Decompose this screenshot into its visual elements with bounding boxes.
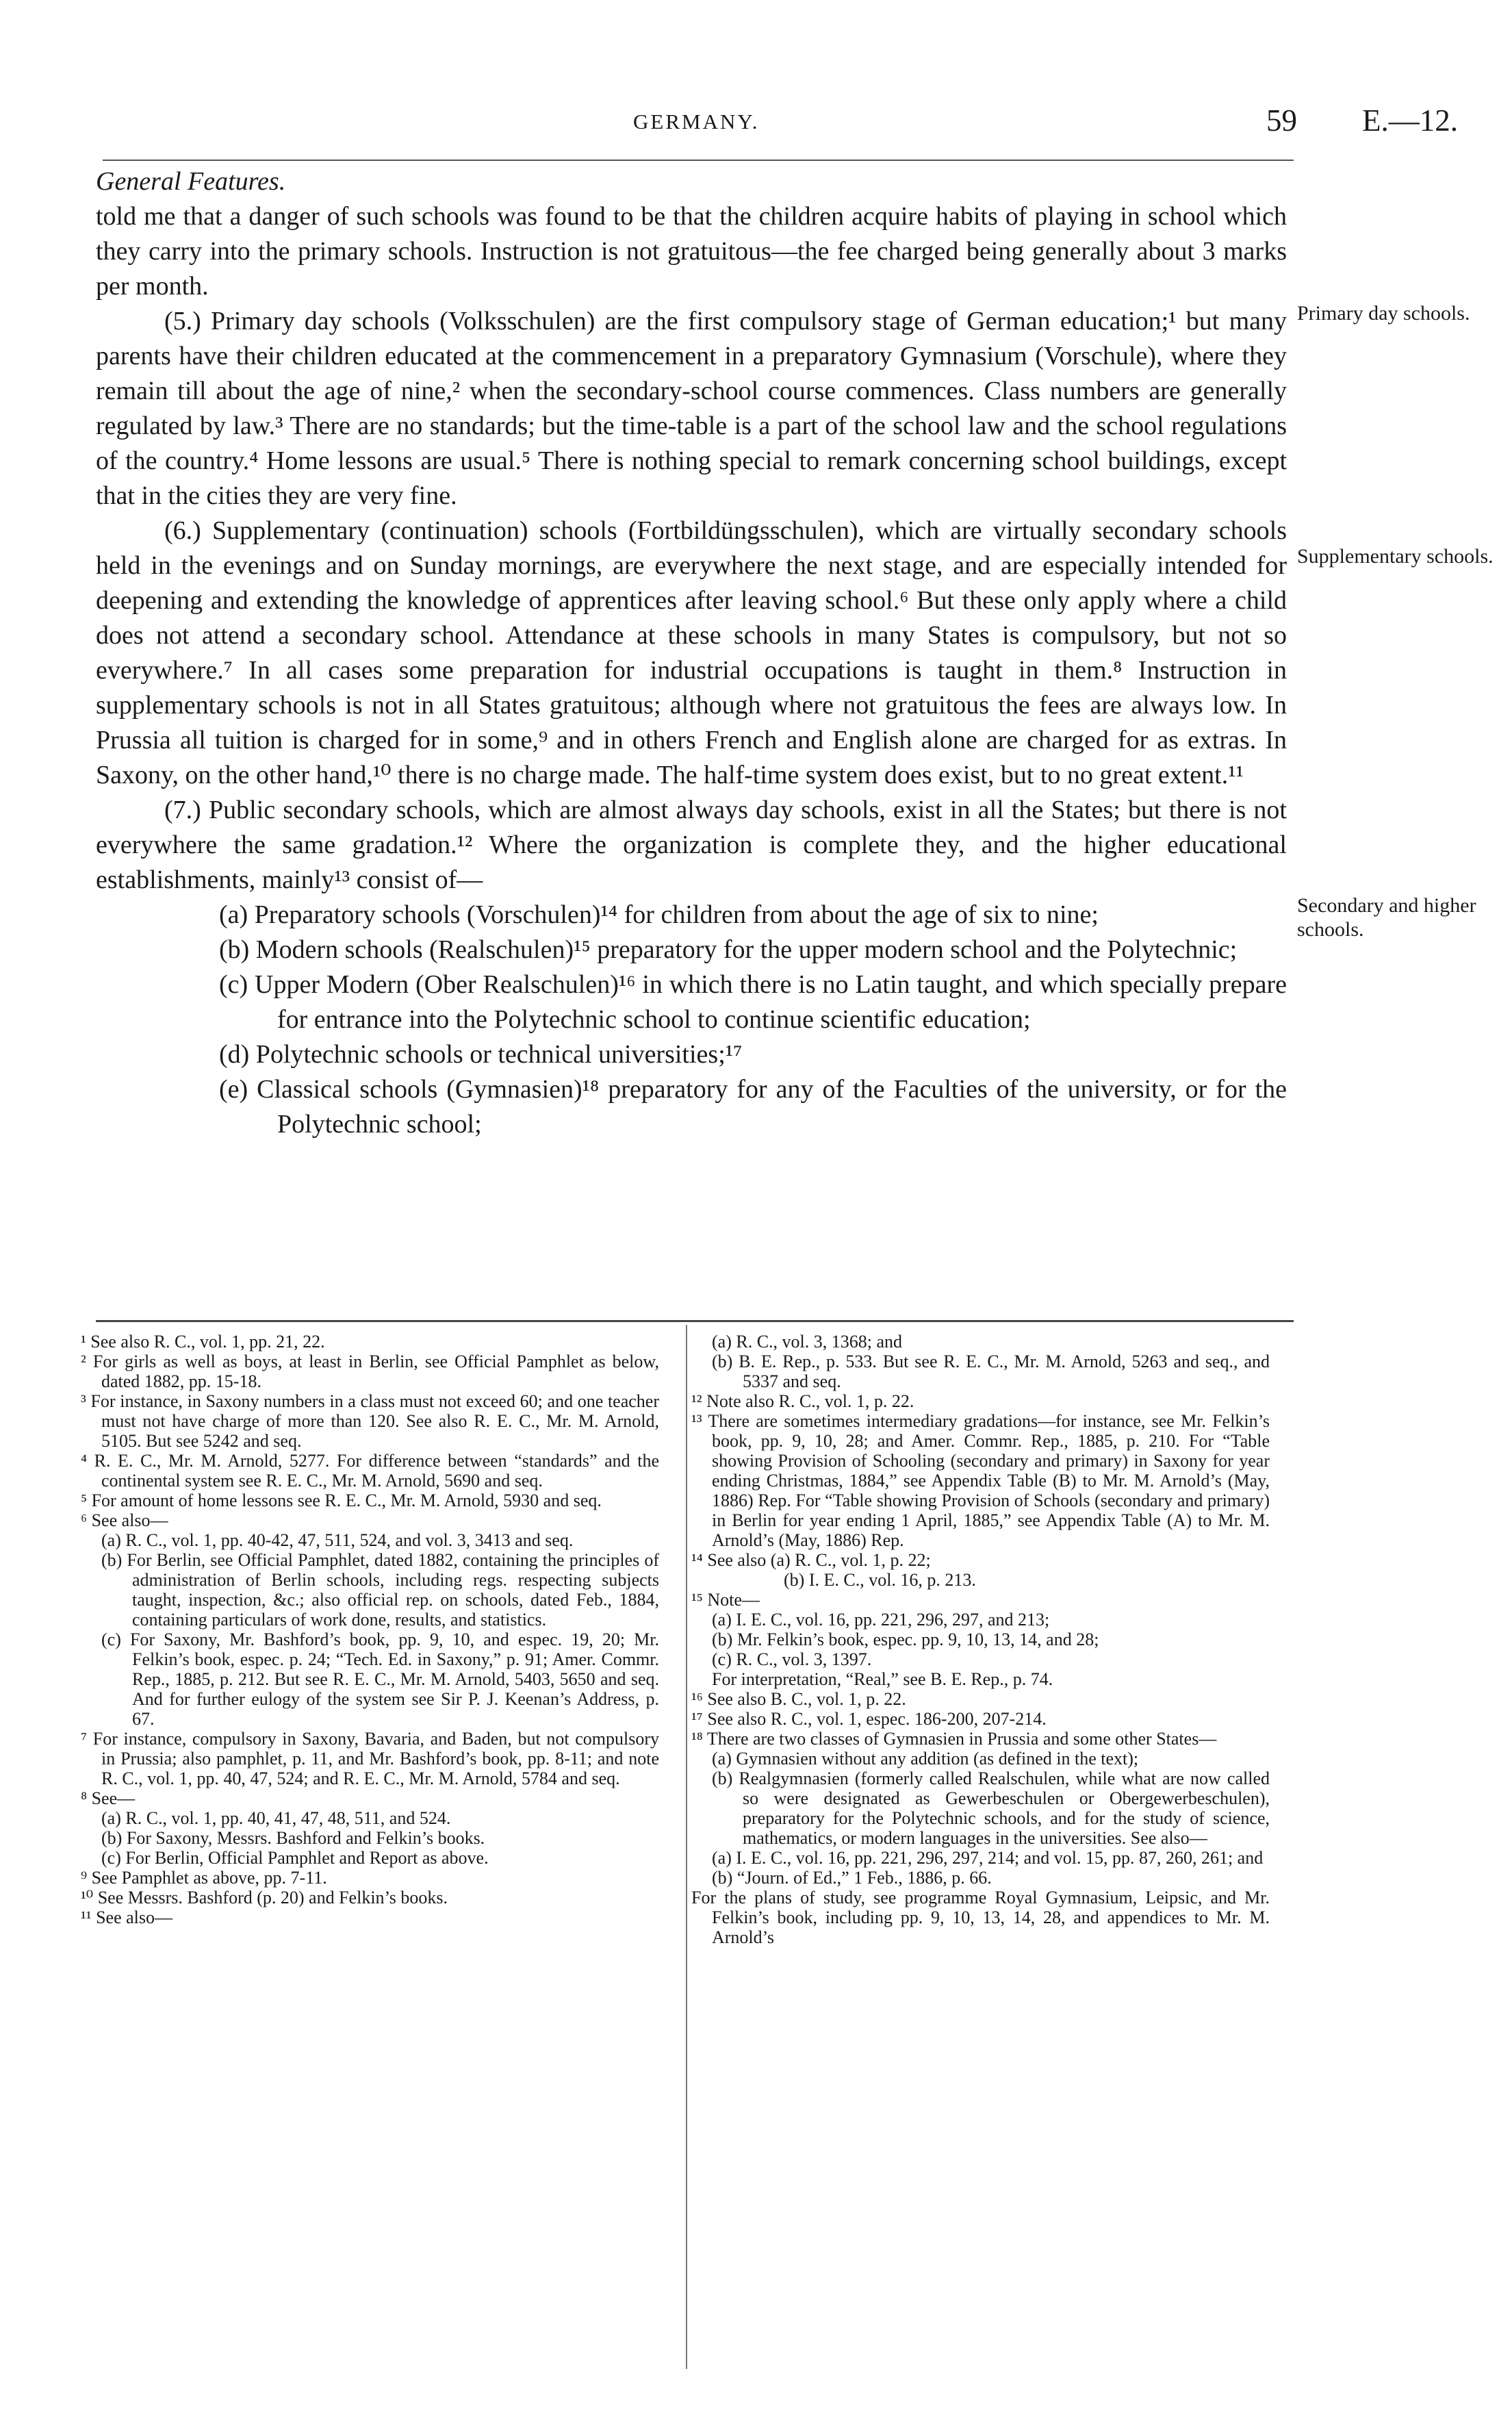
paragraph-secondary-schools: (7.) Public secondary schools, which are almost always day schools, exist in all the States; but there is not everywhere the same gradation.¹² Where the organization is complete they, and the higher educational establishments, mainly¹³ consist of—	[96, 796, 1287, 894]
footnote-subitem: (b) For Berlin, see Official Pamphlet, dated 1882, containing the principles of administration of Berlin schools, including regs. respecting subjects taught, inspection, &c.; also official rep. on schools, dated Feb., 1884, containing particulars of work done, results, and statistics.	[101, 1550, 659, 1630]
margin-note-primary: Primary day schools.	[1297, 302, 1470, 325]
list-item: (a) Preparatory schools (Vorschulen)¹⁴ for children from about the age of six to nine;	[219, 900, 1099, 929]
list-item: (e) Classical schools (Gymnasien)¹⁸ preparatory for any of the Faculties of the university, or for the Polytechnic school;	[219, 1075, 1287, 1139]
paragraph-primary-schools: (5.) Primary day schools (Volksschulen) are the first compulsory stage of German education;¹ but many parents have their children educated at the commencement in a preparatory Gymnasium (Vorschule), where they remain till about the age of nine,² when the secondary-school course commences. Class numbers are generally regulated by law.³ There are no standards; but the time-table is a part of the school law and the school regulations of the country.⁴ Home lessons are usual.⁵ There is nothing special to remark concerning school buildings, except that in the cities they are very fine.	[96, 307, 1287, 510]
footnote-subitem: (b) For Saxony, Messrs. Bashford and Felkin’s books.	[101, 1828, 485, 1848]
footnote-subitem: (a) I. E. C., vol. 16, pp. 221, 296, 297, 214; and vol. 15, pp. 87, 260, 261; and	[712, 1848, 1264, 1868]
footnote-subitem: (b) Realgymnasien (formerly called Realschulen, while what are now called so were designated as Gewerbeschulen or Obergewerbeschulen), preparatory for the Polytechnic schools, and for the study of science, mathematics, or modern languages in the universities. See also—	[712, 1769, 1270, 1848]
footnote: ¹⁵ Note—	[691, 1590, 760, 1610]
footnote-subitem: (a) I. E. C., vol. 16, pp. 221, 296, 297, and 213;	[712, 1610, 1050, 1630]
footnote: ¹² Note also R. C., vol. 1, p. 22.	[691, 1391, 914, 1411]
list-item: (d) Polytechnic schools or technical universities;¹⁷	[219, 1040, 743, 1069]
footnote: ⁶ See also—	[81, 1510, 168, 1530]
footnote: ⁷ For instance, compulsory in Saxony, Bavaria, and Baden, but not compulsory in Prussia; also pamphlet, p. 11, and Mr. Bashford’s book, pp. 8-11; and note R. C., vol. 1, pp. 40, 47, 524; and R. E. C., Mr. M. Arnold, 5784 and seq.	[81, 1729, 659, 1788]
running-title: GERMANY.	[633, 110, 760, 134]
footnote-subitem: (b) I. E. C., vol. 16, p. 213.	[784, 1570, 976, 1590]
footnote: For the plans of study, see programme Royal Gymnasium, Leipsic, and Mr. Felkin’s book, including pp. 9, 10, 13, 14, 28, and appendices to Mr. M. Arnold’s	[691, 1888, 1270, 1947]
footnote-subitem: (a) R. C., vol. 1, pp. 40-42, 47, 511, 524, and vol. 3, 3413 and seq.	[101, 1530, 574, 1550]
footnote-subitem: (a) R. C., vol. 3, 1368; and	[712, 1332, 903, 1352]
footnote: ¹⁰ See Messrs. Bashford (p. 20) and Felkin’s books.	[81, 1888, 448, 1907]
footnote: ¹¹ See also—	[81, 1907, 173, 1927]
footnote: ⁴ R. E. C., Mr. M. Arnold, 5277. For difference between “standards” and the continental system see R. E. C., Mr. M. Arnold, 5690 and seq.	[81, 1451, 659, 1491]
footnote-column-divider	[686, 1325, 687, 2369]
list-item: (b) Modern schools (Realschulen)¹⁵ preparatory for the upper modern school and the Polytechnic;	[219, 935, 1238, 964]
page-number: 59	[1266, 103, 1297, 138]
footnote: ² For girls as well as boys, at least in Berlin, see Official Pamphlet as below, dated 1882, pp. 15-18.	[81, 1352, 659, 1391]
footnote: ⁹ See Pamphlet as above, pp. 7-11.	[81, 1868, 327, 1888]
footnote: ¹³ There are sometimes intermediary gradations—for instance, see Mr. Felkin’s book, pp. 9, 10, 28; and Amer. Commr. Rep., 1885, p. 210. For “Table showing Provision of Schooling (secondary and primary) in Saxony for year ending Christmas, 1884,” see Appendix Table (B) to Mr. M. Arnold’s (May, 1886) Rep. For “Table showing Provision of Schools (secondary and primary) in Berlin for year ending 1 April, 1885,” see Appendix Table (A) to Mr. M. Arnold’s (May, 1886) Rep.	[691, 1411, 1270, 1550]
footnote: ⁵ For amount of home lessons see R. E. C., Mr. M. Arnold, 5930 and seq.	[81, 1491, 602, 1510]
footnote-continuation: For interpretation, “Real,” see B. E. Rep., p. 74.	[712, 1669, 1053, 1689]
footnote: ¹ See also R. C., vol. 1, pp. 21, 22.	[81, 1332, 325, 1352]
footnote-rule	[96, 1320, 1294, 1322]
footnote: ¹⁴ See also (a) R. C., vol. 1, p. 22;	[691, 1550, 931, 1570]
footnote-subitem: (a) Gymnasien without any addition (as defined in the text);	[712, 1749, 1139, 1769]
footnote: ¹⁷ See also R. C., vol. 1, espec. 186-200, 207-214.	[691, 1709, 1047, 1729]
section-label: General Features.	[96, 167, 286, 196]
footnote-subitem: (c) For Saxony, Mr. Bashford’s book, pp. 9, 10, and espec. 19, 20; Mr. Felkin’s book, espec. p. 24; “Tech. Ed. in Saxony,” p. 91; Amer. Commr. Rep., 1885, p. 212. But see R. E. C., Mr. M. Arnold, 5403, 5650 and seq. And for further eulogy of the system see Sir P. J. Keenan’s Address, p. 67.	[101, 1630, 659, 1729]
footnote-subitem: (c) R. C., vol. 3, 1397.	[712, 1649, 872, 1669]
school-types-list	[96, 898, 1287, 1142]
footnote: ¹⁶ See also B. C., vol. 1, p. 22.	[691, 1689, 906, 1709]
footnote: ⁸ See—	[81, 1788, 136, 1808]
footnote-subitem: (b) B. E. Rep., p. 533. But see R. E. C., Mr. M. Arnold, 5263 and seq., and 5337 and seq.	[712, 1352, 1270, 1391]
footnote: ¹⁸ There are two classes of Gymnasien in Prussia and some other States—	[691, 1729, 1217, 1749]
list-item: (c) Upper Modern (Ober Realschulen)¹⁶ in which there is no Latin taught, and which specially prepare for entrance into the Polytechnic school to continue scientific education;	[219, 970, 1287, 1034]
footnote-subitem: (b) Mr. Felkin’s book, espec. pp. 9, 10, 13, 14, and 28;	[712, 1630, 1099, 1649]
footnotes-left-column	[81, 1332, 659, 1927]
footnote: ³ For instance, in Saxony numbers in a class must not exceed 60; and one teacher must not have charge of more than 120. See also R. E. C., Mr. M. Arnold, 5105. But see 5242 and seq.	[81, 1391, 659, 1451]
footnote-subitem: (c) For Berlin, Official Pamphlet and Report as above.	[101, 1848, 489, 1868]
footnote-subitem: (b) “Journ. of Ed.,” 1 Feb., 1886, p. 66.	[712, 1868, 992, 1888]
paragraph-supplementary-schools: (6.) Supplementary (continuation) schools (Fortbildüngsschulen), which are virtually secondary schools held in the evenings and on Sunday mornings, are everywhere the next stage, and are especially intended for deepening and extending the knowledge of apprentices after leaving school.⁶ But these only apply where a child does not attend a secondary school. Attendance at these schools in many States is compulsory, but not so everywhere.⁷ In all cases some preparation for industrial occupations is taught in them.⁸ Instruction in supplementary schools is not in all States gratuitous; although where not gratuitous the fees are always low. In Prussia all tuition is charged for in some,⁹ and in others French and English alone are charged for as extras. In Saxony, on the other hand,¹⁰ there is no charge made. The half-time system does exist, but to no great extent.¹¹	[96, 516, 1287, 789]
running-head	[0, 103, 1512, 144]
margin-note-secondary: Secondary and higher schools.	[1297, 894, 1476, 941]
footnote-subitem: (a) R. C., vol. 1, pp. 40, 41, 47, 48, 511, and 524.	[101, 1808, 451, 1828]
document-code: E.—12.	[1362, 103, 1458, 138]
margin-note-supplementary: Supplementary schools.	[1297, 545, 1494, 568]
main-text	[96, 164, 1287, 1142]
header-rule	[103, 160, 1294, 161]
footnotes-right-column	[691, 1332, 1270, 1947]
paragraph-continued: told me that a danger of such schools was found to be that the children acquire habits of playing in school which they carry into the primary schools. Instruction is not gratuitous—the fee charged being generally about 3 marks per month.	[96, 202, 1287, 301]
